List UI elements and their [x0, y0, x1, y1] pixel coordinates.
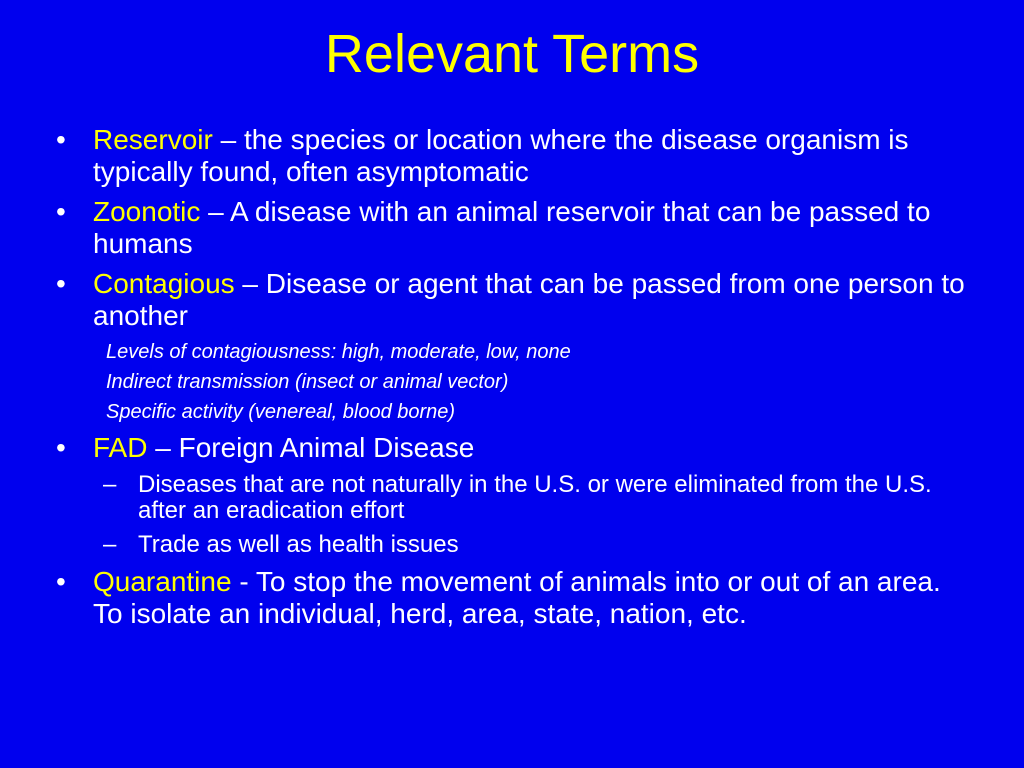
sub-item-fad-trade — [56, 532, 976, 558]
definition-quarantine: - To stop the movement of animals into or out of an area. To isolate an individual, herd, area, state, nation, etc. — [93, 566, 941, 629]
bullet-icon: • — [56, 432, 66, 463]
definition-fad: – Foreign Animal Disease — [147, 432, 475, 463]
slide-body — [56, 124, 976, 638]
sub-item-contagiousness-levels: Levels of contagiousness: high, moderate, low, none — [106, 341, 571, 363]
bullet-icon: • — [56, 268, 66, 299]
dash-icon: – — [103, 531, 117, 558]
sub-item-fad-diseases — [56, 472, 976, 524]
sub-item-text: Diseases that are not naturally in the U.S. or were eliminated from the U.S. after an eradication effort — [138, 471, 932, 524]
term-fad: FAD — [93, 432, 148, 463]
term-reservoir: Reservoir — [93, 124, 213, 155]
sub-item-specific-activity: Specific activity (venereal, blood borne) — [106, 401, 456, 423]
bullet-item-reservoir — [56, 124, 976, 188]
bullet-item-contagious — [56, 268, 976, 332]
bullet-item-zoonotic — [56, 196, 976, 260]
bullet-icon: • — [56, 124, 66, 155]
term-contagious: Contagious — [93, 268, 235, 299]
definition-zoonotic: – A disease with an animal reservoir that can be passed to humans — [93, 196, 931, 259]
slide-title: Relevant Terms — [324, 24, 700, 84]
term-quarantine: Quarantine — [93, 566, 232, 597]
term-zoonotic: Zoonotic — [93, 196, 201, 227]
bullet-icon: • — [56, 196, 66, 227]
sub-item-text: Trade as well as health issues — [138, 531, 459, 558]
dash-icon: – — [103, 471, 117, 498]
sub-item-indirect-transmission: Indirect transmission (insect or animal vector) — [106, 371, 509, 393]
bullet-icon: • — [56, 566, 66, 597]
definition-contagious: – Disease or agent that can be passed from one person to another — [93, 268, 965, 331]
bullet-item-quarantine — [56, 566, 976, 630]
bullet-item-fad — [56, 432, 976, 464]
definition-reservoir: – the species or location where the disease organism is typically found, often asymptomatic — [93, 124, 909, 187]
